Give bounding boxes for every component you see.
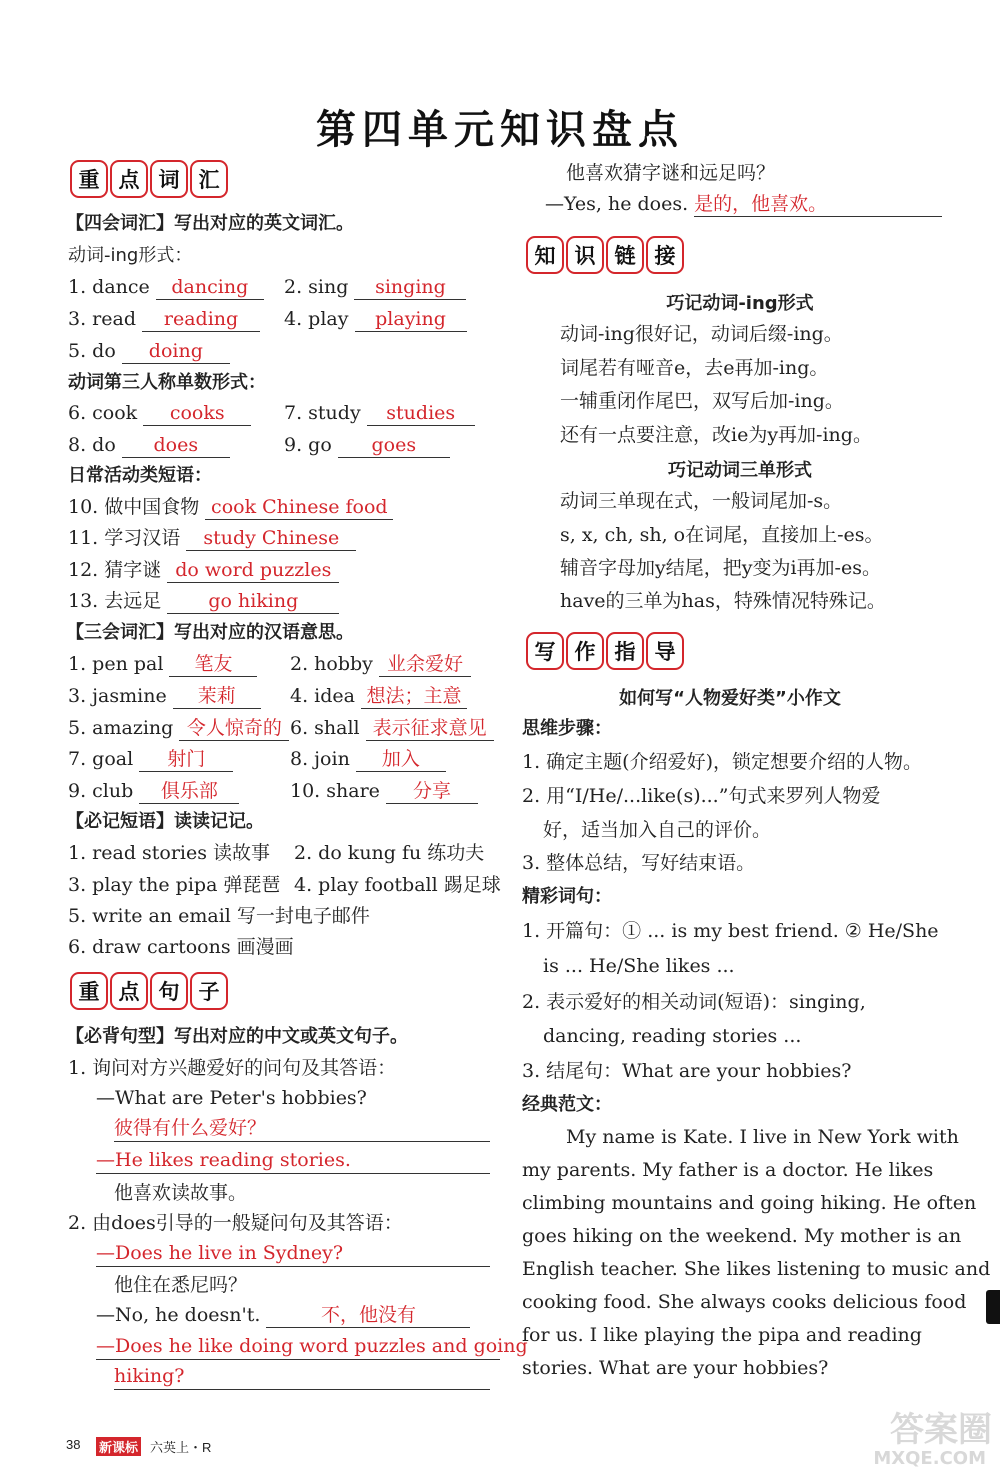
top-answer: —Yes, he does. 是的，他喜欢。 xyxy=(545,191,942,217)
model-line: cooking food. She always cooks delicious food xyxy=(522,1291,967,1313)
answer-blank: does xyxy=(122,433,230,458)
badge-key-vocab xyxy=(70,160,228,198)
badge-char: 链 xyxy=(606,236,644,274)
answer-blank: goes xyxy=(338,433,450,458)
s3-question-answer-2: hiking? xyxy=(114,1363,490,1390)
answer-blank: 笔友 xyxy=(169,652,257,677)
third-rule-title: 巧记动词三单形式 xyxy=(668,460,812,481)
vocab-item: 2. sing singing xyxy=(284,274,466,300)
step: 2. 用“I/He/...like(s)...”句式来罗列人物爱 xyxy=(522,785,881,807)
vocab-item: 1. pen pal 笔友 xyxy=(68,651,257,677)
badge-char: 词 xyxy=(150,160,188,198)
phrase-line: 6. draw cartoons 画漫画 xyxy=(68,936,294,958)
answer-blank: 业余爱好 xyxy=(379,652,471,677)
s1-answer: 他喜欢读故事。 xyxy=(114,1182,248,1204)
badge-char: 子 xyxy=(190,972,228,1010)
s1-question-answer: 彼得有什么爱好？ xyxy=(114,1115,490,1142)
phrase-header: 【必记短语】读读记记。 xyxy=(66,811,264,832)
answer-blank: reading xyxy=(142,307,260,332)
good-line: 2. 表示爱好的相关动词(短语)：singing, xyxy=(522,991,866,1013)
vocab-item: 5. amazing 令人惊奇的 xyxy=(68,715,289,741)
vocab-item: 6. shall 表示征求意见 xyxy=(290,715,494,741)
vocab-item: 5. do doing xyxy=(68,338,230,364)
phrase-item: 11. 学习汉语 study Chinese xyxy=(68,525,356,551)
watermark-logo: 答案圈 xyxy=(890,1410,992,1450)
ing-rule: 还有一点要注意，改ie为y再加-ing。 xyxy=(560,424,872,446)
good-line: 1. 开篇句：① ... is my best friend. ② He/She xyxy=(522,920,939,942)
s2-header: 2. 由does引导的一般疑问句及其答语： xyxy=(68,1212,403,1234)
phrase-line: 3. play the pipa 弹琵琶 xyxy=(68,874,281,896)
brand-logo: 新课标 xyxy=(96,1437,141,1456)
phrase-line: 4. play football 踢足球 xyxy=(294,874,501,896)
step: 3. 整体总结，写好结束语。 xyxy=(522,852,756,874)
model-line: My name is Kate. I live in New York with xyxy=(566,1126,959,1148)
ing-header: 动词-ing形式： xyxy=(68,245,193,266)
answer-blank: 令人惊奇的 xyxy=(179,716,289,741)
vocab-item: 8. join 加入 xyxy=(290,746,446,772)
badge-char: 写 xyxy=(526,632,564,670)
ing-rule: 动词-ing很好记，动词后缀-ing。 xyxy=(560,323,843,345)
vocab-item: 6. cook cooks xyxy=(68,400,251,426)
page-number: 38 xyxy=(66,1437,81,1452)
third-rule: 动词三单现在式，一般词尾加-s。 xyxy=(560,490,843,512)
vocab-item: 9. club 俱乐部 xyxy=(68,778,239,804)
ing-rule-title: 巧记动词-ing形式 xyxy=(666,293,814,314)
phrase-item: 12. 猜字谜 do word puzzles xyxy=(68,557,339,583)
badge-key-sentences xyxy=(70,972,228,1010)
four-skill-header: 【四会词汇】写出对应的英文词汇。 xyxy=(66,213,354,234)
good-line: 3. 结尾句：What are your hobbies? xyxy=(522,1060,852,1082)
third-rule: 辅音字母加y结尾，把y变为i再加-es。 xyxy=(560,557,881,579)
vocab-item: 1. dance dancing xyxy=(68,274,264,300)
answer-blank: singing xyxy=(354,275,466,300)
phrase-line: 1. read stories 读故事 xyxy=(68,842,271,864)
third-rule: have的三单为has，特殊情况特殊记。 xyxy=(560,590,886,612)
s1-question: —What are Peter's hobbies? xyxy=(96,1087,367,1109)
good-header: 精彩词句： xyxy=(522,886,612,907)
vocab-item: 3. jasmine 茉莉 xyxy=(68,683,261,709)
model-line: for us. I like playing the pipa and reading xyxy=(522,1324,922,1346)
step: 好，适当加入自己的评价。 xyxy=(543,819,772,841)
answer-blank: 表示征求意见 xyxy=(366,716,494,741)
page-edge-tab xyxy=(986,1290,1000,1324)
vocab-item: 10. share 分享 xyxy=(290,778,478,804)
steps-header: 思维步骤： xyxy=(522,718,612,739)
answer-blank: playing xyxy=(355,307,467,332)
good-line: dancing, reading stories ... xyxy=(543,1025,802,1047)
model-line: climbing mountains and going hiking. He often xyxy=(522,1192,977,1214)
writing-title: 如何写“人物爱好类”小作文 xyxy=(619,688,841,709)
s1-header: 1. 询问对方兴趣爱好的问句及其答语： xyxy=(68,1057,397,1079)
badge-char: 知 xyxy=(526,236,564,274)
vocab-item: 3. read reading xyxy=(68,306,260,332)
third-header: 动词第三人称单数形式： xyxy=(68,372,266,393)
watermark-url: MXQE.COM xyxy=(873,1448,986,1469)
answer-blank: dancing xyxy=(156,275,264,300)
answer-blank: doing xyxy=(122,339,230,364)
answer-blank: do word puzzles xyxy=(167,558,339,583)
answer-blank: 不，他没有 xyxy=(266,1303,470,1328)
s2-answer: —No, he doesn't. 不，他没有 xyxy=(96,1302,470,1328)
answer-blank: 射门 xyxy=(139,747,233,772)
answer-blank: studies xyxy=(367,401,475,426)
answer-blank: 茉莉 xyxy=(173,684,261,709)
answer-blank: 是的，他喜欢。 xyxy=(694,192,942,217)
ing-rule: 词尾若有哑音e，去e再加-ing。 xyxy=(560,357,829,379)
answer-blank: go hiking xyxy=(167,589,339,614)
phrase-line: 2. do kung fu 练功夫 xyxy=(294,842,485,864)
badge-char: 点 xyxy=(110,160,148,198)
badge-writing-guide xyxy=(526,632,684,670)
model-line: stories. What are your hobbies? xyxy=(522,1357,829,1379)
vocab-item: 9. go goes xyxy=(284,432,450,458)
good-line: is ... He/She likes ... xyxy=(543,955,735,977)
page-title: 第四单元知识盘点 xyxy=(316,107,684,153)
daily-header: 日常活动类短语： xyxy=(68,465,212,486)
s1-answer-answer: —He likes reading stories. xyxy=(96,1147,490,1174)
badge-char: 汇 xyxy=(190,160,228,198)
grade-label: 六英上・R xyxy=(150,1440,212,1455)
vocab-item: 4. play playing xyxy=(284,306,467,332)
top-question: 他喜欢猜字谜和远足吗？ xyxy=(566,162,776,184)
model-header: 经典范文： xyxy=(522,1094,612,1115)
step: 1. 确定主题(介绍爱好)，锁定想要介绍的人物。 xyxy=(522,751,922,773)
model-line: my parents. My father is a doctor. He likes xyxy=(522,1159,934,1181)
phrase-item: 10. 做中国食物 cook Chinese food xyxy=(68,494,393,520)
badge-char: 指 xyxy=(606,632,644,670)
three-skill-header: 【三会词汇】写出对应的汉语意思。 xyxy=(66,622,354,643)
vocab-item: 4. idea 想法；主意 xyxy=(290,683,467,709)
answer-blank: study Chinese xyxy=(186,526,356,551)
badge-char: 重 xyxy=(70,160,108,198)
phrase-item: 13. 去远足 go hiking xyxy=(68,588,339,614)
badge-char: 作 xyxy=(566,632,604,670)
s2-question-answer: —Does he live in Sydney? xyxy=(96,1240,490,1267)
badge-char: 导 xyxy=(646,632,684,670)
model-line: goes hiking on the weekend. My mother is an xyxy=(522,1225,962,1247)
s2-question: 他住在悉尼吗？ xyxy=(114,1274,248,1296)
badge-knowledge-link xyxy=(526,236,684,274)
ing-rule: 一辅重闭作尾巴，双写后加-ing。 xyxy=(560,390,844,412)
answer-blank: 加入 xyxy=(356,747,446,772)
third-rule: s, x, ch, sh, o在词尾，直接加上-es。 xyxy=(560,524,884,546)
badge-char: 点 xyxy=(110,972,148,1010)
answer-blank: cooks xyxy=(143,401,251,426)
badge-char: 句 xyxy=(150,972,188,1010)
vocab-item: 7. study studies xyxy=(284,400,475,426)
vocab-item: 8. do does xyxy=(68,432,230,458)
answer-blank: 想法；主意 xyxy=(361,684,467,709)
badge-char: 重 xyxy=(70,972,108,1010)
s3-question-answer-1: —Does he like doing word puzzles and going xyxy=(96,1333,500,1360)
phrase-line: 5. write an email 写一封电子邮件 xyxy=(68,905,370,927)
vocab-item: 7. goal 射门 xyxy=(68,746,233,772)
model-line: English teacher. She likes listening to music and xyxy=(522,1258,991,1280)
vocab-item: 2. hobby 业余爱好 xyxy=(290,651,471,677)
sentence-header: 【必背句型】写出对应的中文或英文句子。 xyxy=(66,1026,408,1047)
answer-blank: 分享 xyxy=(386,779,478,804)
answer-blank: cook Chinese food xyxy=(205,495,393,520)
badge-char: 接 xyxy=(646,236,684,274)
badge-char: 识 xyxy=(566,236,604,274)
answer-blank: 俱乐部 xyxy=(139,779,239,804)
